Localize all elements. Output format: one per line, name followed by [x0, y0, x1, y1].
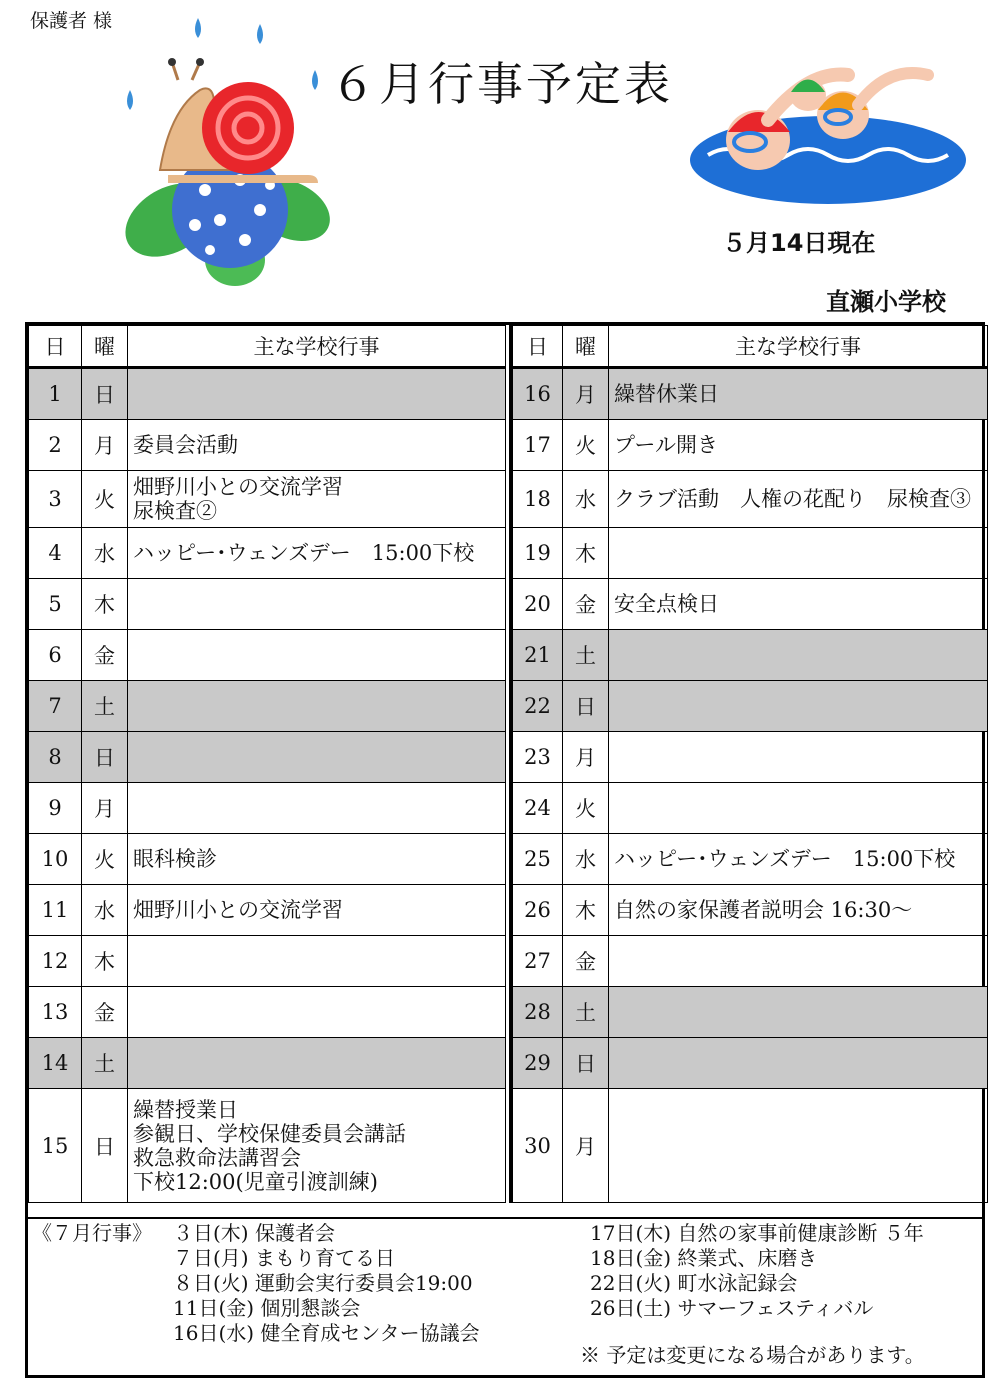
col-header-events: 主な学校行事 — [609, 326, 988, 368]
weekday: 火 — [82, 834, 128, 885]
day-number: 30 — [513, 1089, 563, 1203]
day-number: 1 — [29, 368, 82, 420]
weekday: 火 — [563, 420, 609, 471]
table-row — [29, 936, 506, 987]
schedule-table-right — [512, 325, 988, 1203]
day-number: 7 — [29, 681, 82, 732]
events-cell — [609, 579, 988, 630]
weekday: 木 — [563, 528, 609, 579]
july-events-col2 — [590, 1221, 924, 1321]
events-cell — [128, 368, 506, 420]
weekday: 金 — [563, 579, 609, 630]
july-event: 22日(火) 町水泳記録会 — [590, 1271, 798, 1295]
schedule-table-left — [28, 325, 506, 1203]
weekday: 月 — [82, 420, 128, 471]
day-number: 3 — [29, 471, 82, 528]
events-cell — [609, 420, 988, 471]
events-cell — [128, 1089, 506, 1203]
events-cell — [609, 1089, 988, 1203]
event-text: 繰替授業日 — [133, 1097, 238, 1122]
events-cell — [128, 732, 506, 783]
table-row — [513, 732, 988, 783]
schedule-right-half — [509, 325, 988, 1203]
july-event: 16日(水) 健全育成センター協議会 — [173, 1321, 480, 1345]
day-number: 6 — [29, 630, 82, 681]
table-row — [29, 579, 506, 630]
day-number: 25 — [513, 834, 563, 885]
school-name: 直瀬小学校 — [826, 288, 946, 316]
weekday: 土 — [82, 681, 128, 732]
col-header-events: 主な学校行事 — [128, 326, 506, 368]
july-heading: 《７月行事》 — [32, 1221, 152, 1245]
events-cell — [609, 885, 988, 936]
events-cell — [128, 987, 506, 1038]
weekday: 土 — [563, 630, 609, 681]
weekday: 日 — [82, 732, 128, 783]
table-row — [29, 885, 506, 936]
table-row — [513, 368, 988, 420]
weekday: 日 — [563, 1038, 609, 1089]
day-number: 23 — [513, 732, 563, 783]
event-text: ハッピー･ウェンズデー 15:00下校 — [614, 847, 956, 871]
events-cell — [128, 783, 506, 834]
day-number: 20 — [513, 579, 563, 630]
table-row — [513, 783, 988, 834]
weekday: 月 — [563, 732, 609, 783]
events-cell — [128, 630, 506, 681]
day-number: 17 — [513, 420, 563, 471]
event-text: 救急救命法講習会 — [133, 1145, 301, 1170]
day-number: 13 — [29, 987, 82, 1038]
day-number: 18 — [513, 471, 563, 528]
day-number: 5 — [29, 579, 82, 630]
event-text: 繰替休業日 — [614, 382, 719, 406]
events-cell — [609, 681, 988, 732]
july-event: 11日(金) 個別懇談会 — [173, 1296, 361, 1320]
table-row — [513, 885, 988, 936]
schedule-left-half — [28, 325, 506, 1203]
weekday: 金 — [82, 630, 128, 681]
july-event: 17日(木) 自然の家事前健康診断 ５年 — [590, 1221, 924, 1245]
col-header-weekday: 曜 — [563, 326, 609, 368]
day-number: 15 — [29, 1089, 82, 1203]
weekday: 水 — [563, 834, 609, 885]
table-row — [29, 987, 506, 1038]
weekday: 木 — [82, 936, 128, 987]
table-row — [29, 368, 506, 420]
table-row — [29, 1038, 506, 1089]
table-row — [513, 630, 988, 681]
july-events-section — [28, 1217, 982, 1377]
event-text: 尿検査② — [133, 499, 217, 523]
events-cell — [128, 936, 506, 987]
day-number: 21 — [513, 630, 563, 681]
snail-hydrangea-illustration — [110, 10, 340, 295]
weekday: 月 — [82, 783, 128, 834]
table-row — [513, 1038, 988, 1089]
day-number: 22 — [513, 681, 563, 732]
day-number: 29 — [513, 1038, 563, 1089]
event-text: 参観日、学校保健委員会講話 — [133, 1121, 406, 1146]
table-row — [513, 579, 988, 630]
event-text: 畑野川小との交流学習 — [133, 898, 343, 922]
events-cell — [128, 420, 506, 471]
events-cell — [128, 834, 506, 885]
events-cell — [609, 783, 988, 834]
table-row — [29, 471, 506, 528]
events-cell — [609, 630, 988, 681]
events-cell — [609, 732, 988, 783]
day-number: 9 — [29, 783, 82, 834]
day-number: 2 — [29, 420, 82, 471]
event-text: クラブ活動 人権の花配り 尿検査③ — [614, 487, 971, 511]
table-row — [29, 528, 506, 579]
table-row — [513, 681, 988, 732]
weekday: 金 — [563, 936, 609, 987]
table-row — [513, 471, 988, 528]
day-number: 10 — [29, 834, 82, 885]
weekday: 土 — [563, 987, 609, 1038]
event-text: 眼科検診 — [133, 847, 217, 871]
weekday: 木 — [82, 579, 128, 630]
events-cell — [128, 579, 506, 630]
weekday: 水 — [563, 471, 609, 528]
day-number: 4 — [29, 528, 82, 579]
day-number: 8 — [29, 732, 82, 783]
weekday: 日 — [82, 368, 128, 420]
events-cell — [128, 1038, 506, 1089]
table-row — [29, 630, 506, 681]
schedule-body-left — [29, 368, 506, 1203]
col-header-weekday: 曜 — [82, 326, 128, 368]
day-number: 16 — [513, 368, 563, 420]
july-event: ７日(月) まもり育てる日 — [173, 1246, 395, 1270]
events-cell — [128, 885, 506, 936]
july-event: 26日(土) サマーフェスティバル — [590, 1296, 874, 1320]
events-cell — [609, 834, 988, 885]
july-events-col1 — [173, 1221, 480, 1346]
events-cell — [128, 681, 506, 732]
events-cell — [128, 471, 506, 528]
table-row — [513, 834, 988, 885]
table-header-row — [29, 326, 506, 368]
schedule-body-right — [513, 368, 988, 1203]
col-header-day: 日 — [513, 326, 563, 368]
schedule-sheet — [25, 322, 985, 1378]
table-row — [513, 420, 988, 471]
events-cell — [128, 528, 506, 579]
events-cell — [609, 368, 988, 420]
weekday: 日 — [563, 681, 609, 732]
event-text: 安全点検日 — [614, 592, 719, 616]
july-event: 18日(金) 終業式、床磨き — [590, 1246, 818, 1270]
table-row — [29, 420, 506, 471]
event-text: プール開き — [614, 433, 718, 457]
weekday: 日 — [82, 1089, 128, 1203]
weekday: 土 — [82, 1038, 128, 1089]
weekday: 水 — [82, 528, 128, 579]
table-row — [29, 681, 506, 732]
table-row — [29, 834, 506, 885]
weekday: 月 — [563, 368, 609, 420]
events-cell — [609, 1038, 988, 1089]
page-title: ６月行事予定表 — [330, 57, 673, 111]
table-row — [513, 528, 988, 579]
weekday: 火 — [82, 471, 128, 528]
weekday: 月 — [563, 1089, 609, 1203]
events-cell — [609, 528, 988, 579]
events-cell — [609, 987, 988, 1038]
day-number: 14 — [29, 1038, 82, 1089]
day-number: 19 — [513, 528, 563, 579]
schedule-change-note: ※ 予定は変更になる場合があります。 — [580, 1343, 925, 1367]
july-event: ８日(火) 運動会実行委員会19:00 — [173, 1271, 473, 1295]
as-of-date: ５月14日現在 — [722, 229, 876, 257]
snail-icon — [160, 58, 318, 183]
table-row — [29, 1089, 506, 1203]
event-text: 委員会活動 — [133, 433, 238, 457]
event-text: 畑野川小との交流学習 — [133, 475, 343, 499]
table-row — [513, 1089, 988, 1203]
event-text: 下校12:00(児童引渡訓練) — [133, 1169, 378, 1194]
event-text: ハッピー･ウェンズデー 15:00下校 — [133, 541, 475, 565]
day-number: 26 — [513, 885, 563, 936]
events-cell — [609, 471, 988, 528]
day-number: 27 — [513, 936, 563, 987]
table-row — [513, 987, 988, 1038]
event-text: 自然の家保護者説明会 16:30～ — [614, 898, 913, 922]
weekday: 火 — [563, 783, 609, 834]
day-number: 24 — [513, 783, 563, 834]
addressee: 保護者 様 — [30, 10, 113, 32]
day-number: 28 — [513, 987, 563, 1038]
table-row — [513, 936, 988, 987]
day-number: 12 — [29, 936, 82, 987]
weekday: 木 — [563, 885, 609, 936]
events-cell — [609, 936, 988, 987]
swimmers-illustration — [688, 50, 968, 205]
weekday: 水 — [82, 885, 128, 936]
table-header-row — [513, 326, 988, 368]
weekday: 金 — [82, 987, 128, 1038]
col-header-day: 日 — [29, 326, 82, 368]
table-row — [29, 783, 506, 834]
day-number: 11 — [29, 885, 82, 936]
july-event: ３日(木) 保護者会 — [173, 1221, 335, 1245]
table-row — [29, 732, 506, 783]
